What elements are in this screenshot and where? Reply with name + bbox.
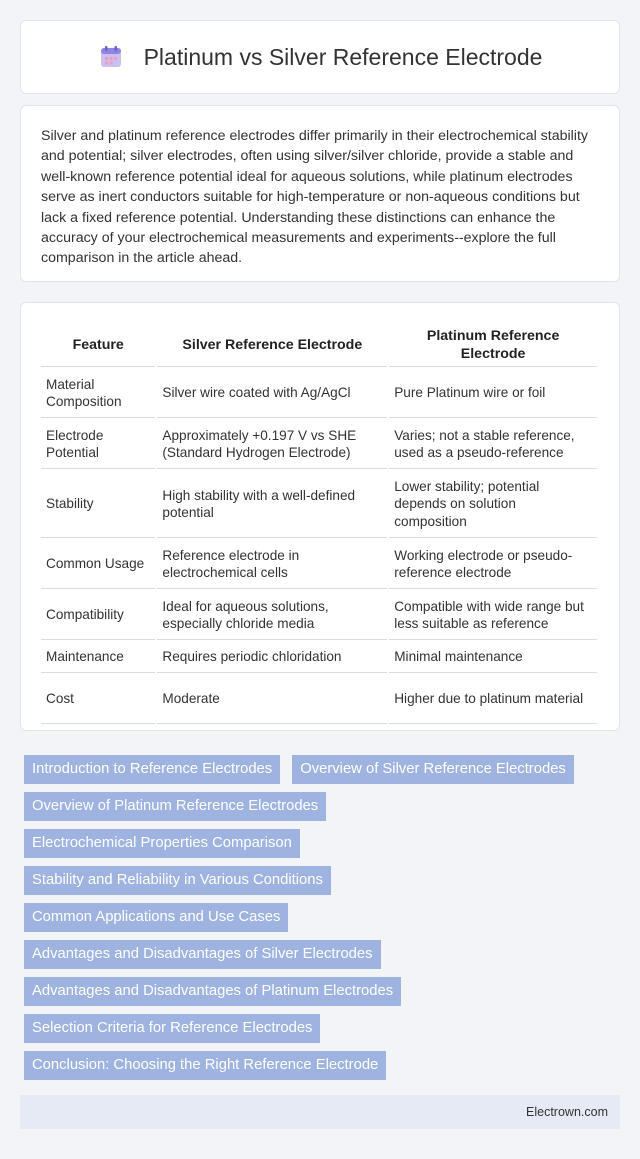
table-cell: Lower stability; potential depends on solution composition bbox=[389, 471, 597, 538]
comparison-table-card bbox=[20, 302, 620, 731]
page-title: Platinum vs Silver Reference Electrode bbox=[143, 43, 543, 70]
table-cell: Varies; not a stable reference, used as a pseudo-reference bbox=[389, 420, 597, 469]
link-row bbox=[20, 829, 620, 858]
table-cell: Compatibility bbox=[41, 591, 155, 640]
calendar-icon bbox=[98, 44, 124, 70]
link-row bbox=[20, 755, 620, 784]
table-cell: Material Composition bbox=[41, 369, 155, 418]
table-header-row bbox=[41, 323, 597, 367]
link-row bbox=[20, 792, 620, 821]
link-row bbox=[20, 1051, 620, 1080]
intro-paragraph: Silver and platinum reference electrodes differ primarily in their electrochemical stability and potential; silver electrodes, often using silver/silver chloride, provide a stable and well-known reference potential ideal for aqueous solutions, while platinum electrodes serve as inert conductors suitable for high-temperature or non-aqueous conditions but lack a fixed reference potential. Understanding these distinctions can enhance the accuracy of your electrochemical measurements and experiments--explore the full comparison in the article ahead. bbox=[41, 128, 588, 267]
link-row bbox=[20, 1014, 620, 1043]
table-cell: Maintenance bbox=[41, 642, 155, 673]
table-cell: Electrode Potential bbox=[41, 420, 155, 469]
header-silver: Silver Reference Electrode bbox=[157, 323, 387, 367]
table-row bbox=[41, 675, 597, 724]
table-cell: Moderate bbox=[157, 675, 387, 724]
topic-link[interactable]: Overview of Platinum Reference Electrodes bbox=[24, 792, 326, 821]
topic-links bbox=[20, 755, 620, 1088]
table-row bbox=[41, 591, 597, 640]
table-cell: Pure Platinum wire or foil bbox=[389, 369, 597, 418]
topic-link[interactable]: Introduction to Reference Electrodes bbox=[24, 755, 280, 784]
table-cell: High stability with a well-defined potential bbox=[157, 471, 387, 538]
table-cell: Ideal for aqueous solutions, especially chloride media bbox=[157, 591, 387, 640]
link-row bbox=[20, 940, 620, 969]
link-row bbox=[20, 866, 620, 895]
table-cell: Compatible with wide range but less suitable as reference bbox=[389, 591, 597, 640]
header-feature: Feature bbox=[41, 323, 155, 367]
table-row bbox=[41, 540, 597, 589]
table-cell: Higher due to platinum material bbox=[389, 675, 597, 724]
comparison-table bbox=[39, 321, 599, 726]
table-cell: Common Usage bbox=[41, 540, 155, 589]
topic-link[interactable]: Conclusion: Choosing the Right Reference Electrode bbox=[24, 1051, 386, 1080]
topic-link[interactable]: Overview of Silver Reference Electrodes bbox=[292, 755, 574, 784]
link-row bbox=[20, 977, 620, 1006]
topic-link[interactable]: Common Applications and Use Cases bbox=[24, 903, 288, 932]
table-cell: Minimal maintenance bbox=[389, 642, 597, 673]
header-platinum: Platinum Reference Electrode bbox=[389, 323, 597, 367]
table-row bbox=[41, 420, 597, 469]
title-card bbox=[20, 20, 620, 94]
table-cell: Silver wire coated with Ag/AgCl bbox=[157, 369, 387, 418]
table-row bbox=[41, 369, 597, 418]
topic-link[interactable]: Selection Criteria for Reference Electrodes bbox=[24, 1014, 320, 1043]
table-row bbox=[41, 471, 597, 538]
table-row bbox=[41, 642, 597, 673]
table-cell: Requires periodic chloridation bbox=[157, 642, 387, 673]
footer-site-name[interactable]: Electrown.com bbox=[526, 1105, 608, 1119]
topic-link[interactable]: Stability and Reliability in Various Conditions bbox=[24, 866, 331, 895]
topic-link[interactable]: Advantages and Disadvantages of Silver Electrodes bbox=[24, 940, 381, 969]
intro-card bbox=[20, 105, 620, 282]
table-cell: Cost bbox=[41, 675, 155, 724]
link-row bbox=[20, 903, 620, 932]
topic-link[interactable]: Advantages and Disadvantages of Platinum Electrodes bbox=[24, 977, 401, 1006]
topic-link[interactable]: Electrochemical Properties Comparison bbox=[24, 829, 300, 858]
table-cell: Working electrode or pseudo-reference electrode bbox=[389, 540, 597, 589]
table-cell: Reference electrode in electrochemical cells bbox=[157, 540, 387, 589]
table-cell: Stability bbox=[41, 471, 155, 538]
footer bbox=[20, 1095, 620, 1129]
table-cell: Approximately +0.197 V vs SHE (Standard Hydrogen Electrode) bbox=[157, 420, 387, 469]
